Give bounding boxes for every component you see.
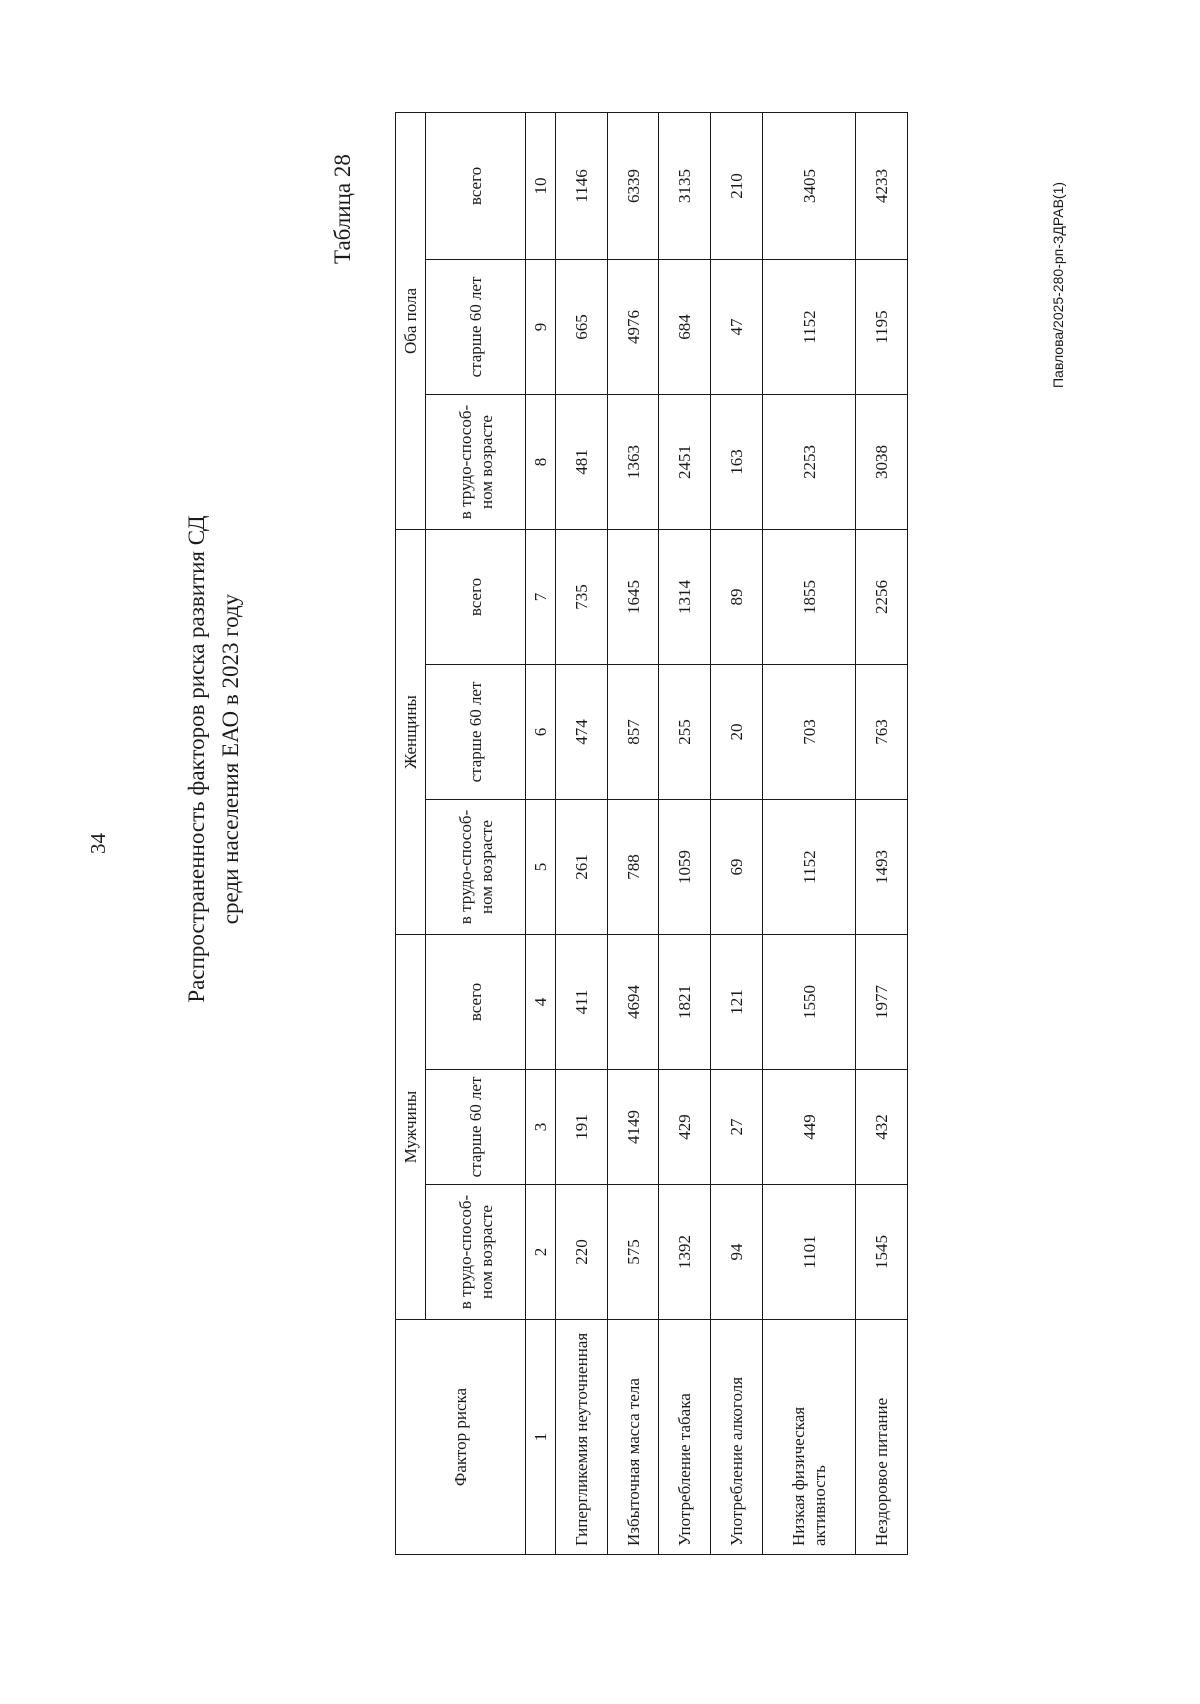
value-cell: 857 (607, 665, 659, 800)
header-sub: всего (426, 530, 526, 665)
document-title (180, 409, 248, 1109)
header-sub: в трудо-способ-ном возрасте (426, 1185, 526, 1320)
value-cell: 2451 (659, 395, 711, 530)
value-cell: 703 (762, 665, 855, 800)
column-number: 4 (526, 935, 556, 1070)
header-sub: всего (426, 935, 526, 1070)
column-number: 5 (526, 800, 556, 935)
value-cell: 1152 (762, 260, 855, 395)
value-cell: 411 (556, 935, 608, 1070)
value-cell: 432 (856, 1070, 908, 1185)
value-cell: 763 (856, 665, 908, 800)
value-cell: 1195 (856, 260, 908, 395)
column-number: 3 (526, 1070, 556, 1185)
value-cell: 474 (556, 665, 608, 800)
column-number: 6 (526, 665, 556, 800)
value-cell: 1363 (607, 395, 659, 530)
column-number: 2 (526, 1185, 556, 1320)
value-cell: 1550 (762, 935, 855, 1070)
table-row (607, 112, 659, 1554)
value-cell: 1146 (556, 112, 608, 259)
value-cell: 2256 (856, 530, 908, 665)
value-cell: 1314 (659, 530, 711, 665)
header-group-row (396, 112, 426, 1554)
value-cell: 3405 (762, 112, 855, 259)
table-row (762, 112, 855, 1554)
value-cell: 255 (659, 665, 711, 800)
value-cell: 69 (711, 800, 763, 935)
table-row (856, 112, 908, 1554)
value-cell: 3038 (856, 395, 908, 530)
risk-factors-table (395, 112, 908, 1555)
header-sub: старше 60 лет (426, 665, 526, 800)
column-number: 10 (526, 112, 556, 259)
table-label: Таблица 28 (330, 154, 355, 264)
value-cell: 429 (659, 1070, 711, 1185)
value-cell: 47 (711, 260, 763, 395)
title-line-2: среди населения ЕАО в 2023 году (218, 593, 243, 925)
value-cell: 89 (711, 530, 763, 665)
header-sub: в трудо-способ-ном возрасте (426, 395, 526, 530)
value-cell: 163 (711, 395, 763, 530)
value-cell: 4976 (607, 260, 659, 395)
value-cell: 4233 (856, 112, 908, 259)
header-sub: в трудо-способ-ном возрасте (426, 800, 526, 935)
value-cell: 481 (556, 395, 608, 530)
value-cell: 94 (711, 1185, 763, 1320)
page-number: 34 (86, 833, 110, 854)
value-cell: 735 (556, 530, 608, 665)
value-cell: 665 (556, 260, 608, 395)
header-factor: Фактор риска (396, 1320, 526, 1555)
value-cell: 1152 (762, 800, 855, 935)
value-cell: 788 (607, 800, 659, 935)
header-group-women: Женщины (396, 530, 426, 935)
value-cell: 1545 (856, 1185, 908, 1320)
column-number: 7 (526, 530, 556, 665)
value-cell: 1101 (762, 1185, 855, 1320)
title-line-1: Распространенность факторов риска развития СД (184, 515, 209, 1003)
column-number-row (526, 112, 556, 1554)
factor-cell: Употребление алкоголя (711, 1320, 763, 1555)
factor-cell: Гипергликемия неуточненная (556, 1320, 608, 1555)
factor-cell: Употребление табака (659, 1320, 711, 1555)
value-cell: 1821 (659, 935, 711, 1070)
value-cell: 1645 (607, 530, 659, 665)
value-cell: 220 (556, 1185, 608, 1320)
table-row (556, 112, 608, 1554)
value-cell: 261 (556, 800, 608, 935)
document-id: Павлова/2025-280-рп-ЗДРАВ(1) (1050, 181, 1066, 388)
header-sub: всего (426, 112, 526, 259)
factor-cell: Низкая физическая активность (762, 1320, 855, 1555)
value-cell: 3135 (659, 112, 711, 259)
value-cell: 575 (607, 1185, 659, 1320)
table-row (659, 112, 711, 1554)
header-sub: старше 60 лет (426, 260, 526, 395)
value-cell: 210 (711, 112, 763, 259)
value-cell: 684 (659, 260, 711, 395)
column-number: 1 (526, 1320, 556, 1555)
factor-cell: Нездоровое питание (856, 1320, 908, 1555)
column-number: 8 (526, 395, 556, 530)
value-cell: 2253 (762, 395, 855, 530)
value-cell: 1977 (856, 935, 908, 1070)
value-cell: 449 (762, 1070, 855, 1185)
value-cell: 121 (711, 935, 763, 1070)
value-cell: 1059 (659, 800, 711, 935)
value-cell: 4149 (607, 1070, 659, 1185)
value-cell: 1493 (856, 800, 908, 935)
value-cell: 4694 (607, 935, 659, 1070)
value-cell: 27 (711, 1070, 763, 1185)
header-group-men: Мужчины (396, 935, 426, 1320)
table-row (711, 112, 763, 1554)
value-cell: 191 (556, 1070, 608, 1185)
factor-cell: Избыточная масса тела (607, 1320, 659, 1555)
header-group-both: Оба пола (396, 112, 426, 529)
value-cell: 1392 (659, 1185, 711, 1320)
column-number: 9 (526, 260, 556, 395)
header-sub: старше 60 лет (426, 1070, 526, 1185)
value-cell: 6339 (607, 112, 659, 259)
value-cell: 20 (711, 665, 763, 800)
value-cell: 1855 (762, 530, 855, 665)
